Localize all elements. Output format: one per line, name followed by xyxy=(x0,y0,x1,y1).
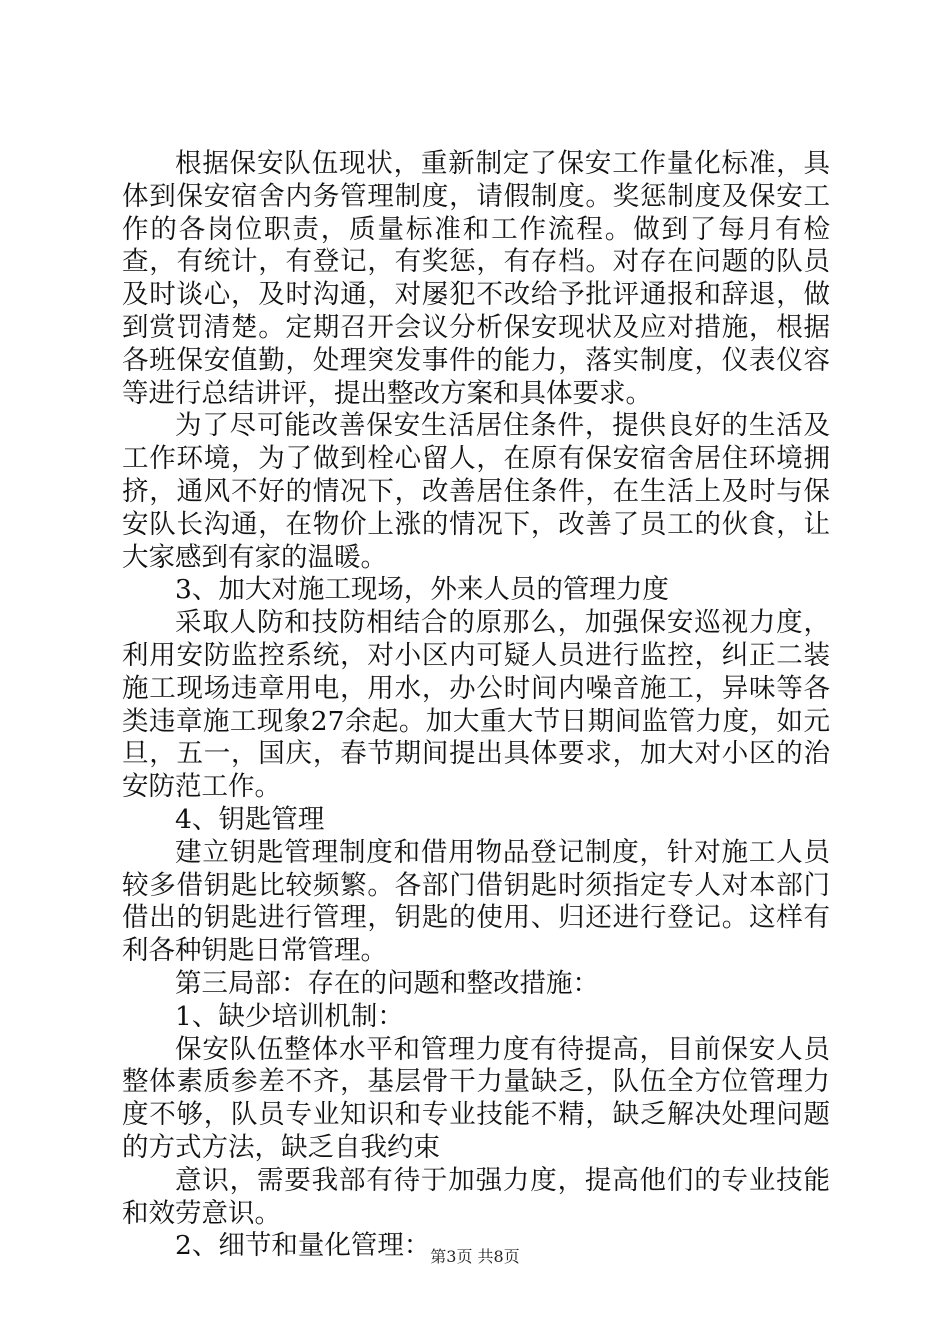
heading-construction-site-management: 3、加大对施工现场，外来人员的管理力度 xyxy=(175,574,669,606)
paragraph-living-conditions: 为了尽可能改善保安生活居住条件，提供良好的生活及工作环境，为了做到栓心留人，在原有保安宿舍居住环境拥挤，通风不好的情况下，改善居住条件，在生活上及时与保安队长沟通，在物价上涨的情况下，改善了员工的伙食，让大家感到有家的温暖。 xyxy=(122,410,830,573)
paragraph-awareness: 意识，需要我部有待于加强力度，提高他们的专业技能和效劳意识。 xyxy=(122,1164,830,1229)
paragraph-construction-site: 采取人防和技防相结合的原那么，加强保安巡视力度，利用安防监控系统，对小区内可疑人员进行监控，纠正二装施工现场违章用电，用水，办公时间内噪音施工，异味等各类违章施工现象27余起。加大重大节日期间监管力度，如元旦，五一，国庆，春节期间提出具体要求，加大对小区的治安防范工作。 xyxy=(122,607,830,803)
page-footer xyxy=(0,1244,950,1267)
paragraph-lack-of-training: 保安队伍整体水平和管理力度有待提高，目前保安人员整体素质参差不齐，基层骨干力量缺乏，队伍全方位管理力度不够，队员专业知识和专业技能不精，缺乏解决处理问题的方式方法，缺乏自我约束 xyxy=(122,1033,830,1163)
heading-part-three: 第三局部：存在的问题和整改措施： xyxy=(175,967,599,999)
paragraph-rules-system: 根据保安队伍现状，重新制定了保安工作量化标准，具体到保安宿舍内务管理制度，请假制度。奖惩制度及保安工作的各岗位职责，质量标准和工作流程。做到了每月有检查，有统计，有登记，有奖惩，有存档。对存在问题的队员及时谈心，及时沟通，对屡犯不改给予批评通报和辞退，做到赏罚清楚。定期召开会议分析保安现状及应对措施，根据各班保安值勤，处理突发事件的能力，落实制度，仪表仪容等进行总结讲评，提出整改方案和具体要求。 xyxy=(122,148,830,409)
paragraph-key-management: 建立钥匙管理制度和借用物品登记制度，针对施工人员较多借钥匙比较频繁。各部门借钥匙时须指定专人对本部门借出的钥匙进行管理，钥匙的使用、归还进行登记。这样有利各种钥匙日常管理。 xyxy=(122,836,830,967)
document-body xyxy=(122,148,830,1263)
heading-detail-management: 2、细节和量化管理： xyxy=(175,1230,431,1262)
heading-lack-of-training: 1、缺少培训机制： xyxy=(175,1000,404,1032)
heading-key-management: 4、钥匙管理 xyxy=(175,803,325,835)
page-number-label: 第3页 共8页 xyxy=(430,1247,520,1266)
